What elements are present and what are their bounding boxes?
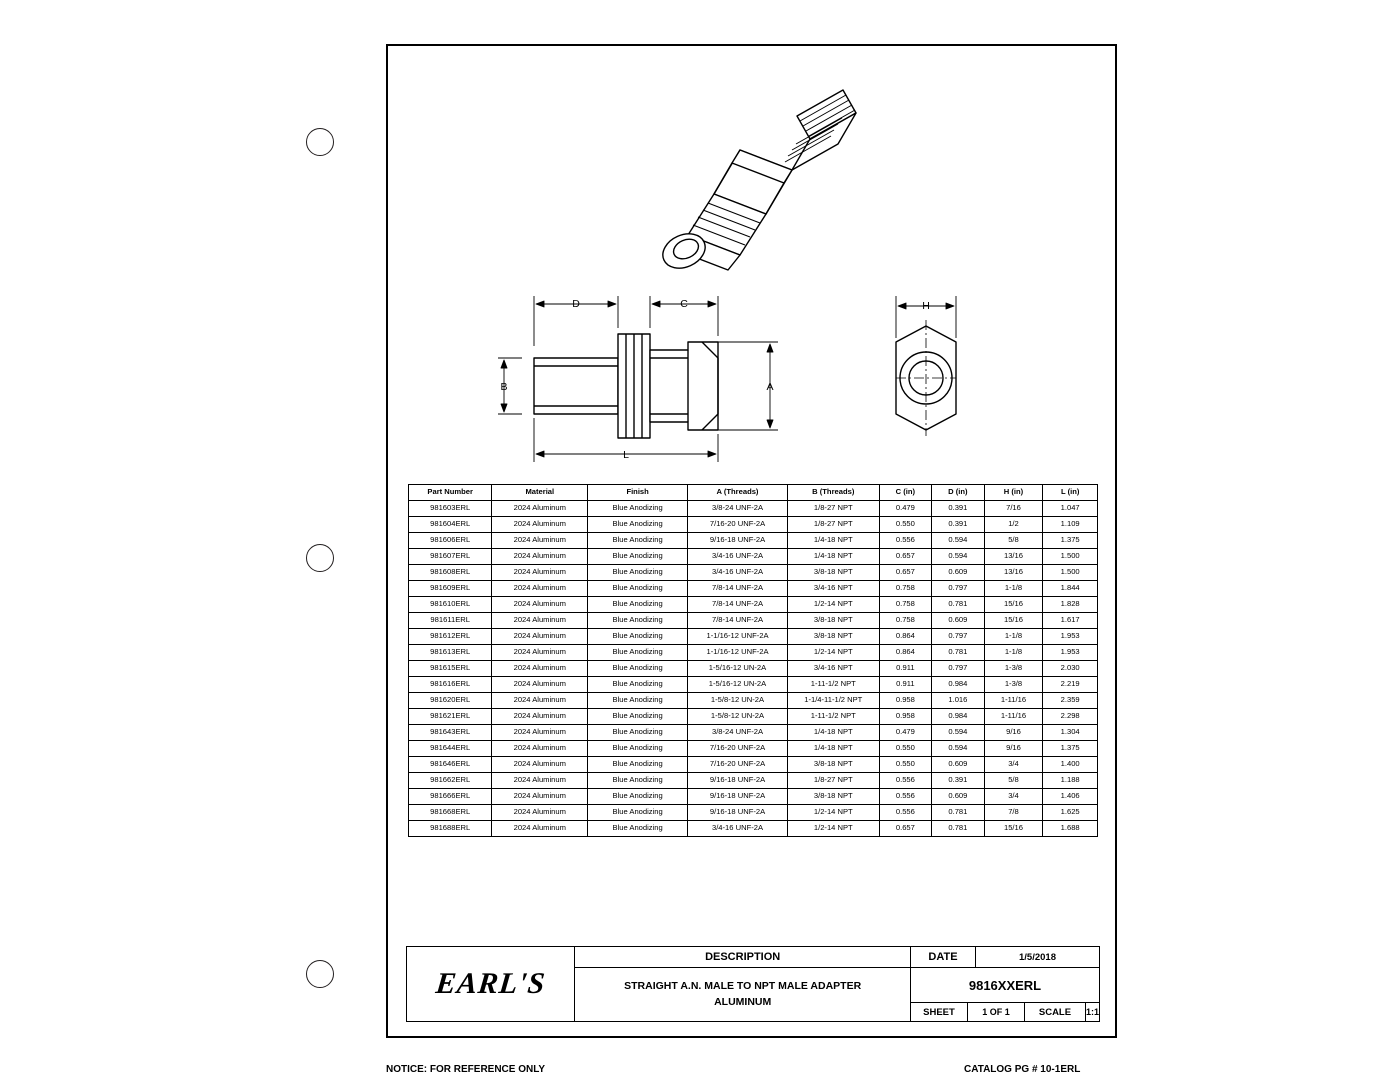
dimension-label-h: H: [922, 300, 930, 312]
cell-material: 2024 Aluminum: [492, 661, 588, 677]
cell-part-number: 981621ERL: [409, 709, 492, 725]
cell-material: 2024 Aluminum: [492, 645, 588, 661]
cell-part-number: 981643ERL: [409, 725, 492, 741]
cell-material: 2024 Aluminum: [492, 709, 588, 725]
cell-part-number: 981646ERL: [409, 757, 492, 773]
cell-b-threads: 3/8-18 NPT: [787, 757, 879, 773]
cell-part-number: 981608ERL: [409, 565, 492, 581]
cell-l-in: 2.219: [1043, 677, 1098, 693]
cell-a-threads: 7/8-14 UNF-2A: [688, 597, 788, 613]
cell-l-in: 1.828: [1043, 597, 1098, 613]
cell-material: 2024 Aluminum: [492, 773, 588, 789]
cell-h-in: 1/2: [984, 517, 1043, 533]
cell-material: 2024 Aluminum: [492, 549, 588, 565]
cell-a-threads: 9/16-18 UNF-2A: [688, 805, 788, 821]
description-line-2: ALUMINUM: [714, 995, 772, 1008]
cell-h-in: 7/16: [984, 501, 1043, 517]
cell-part-number: 981606ERL: [409, 533, 492, 549]
cell-part-number: 981611ERL: [409, 613, 492, 629]
cell-b-threads: 1-1/4-11-1/2 NPT: [787, 693, 879, 709]
cell-finish: Blue Anodizing: [588, 629, 688, 645]
cell-h-in: 1-1/8: [984, 581, 1043, 597]
cell-material: 2024 Aluminum: [492, 517, 588, 533]
end-view: [896, 320, 956, 436]
cell-finish: Blue Anodizing: [588, 757, 688, 773]
side-elevation-view: [534, 334, 718, 438]
cell-b-threads: 1/4-18 NPT: [787, 725, 879, 741]
scale-value: 1:1: [1085, 1007, 1099, 1017]
cell-a-threads: 3/4-16 UNF-2A: [688, 821, 788, 837]
cell-l-in: 1.188: [1043, 773, 1098, 789]
cell-b-threads: 1/8-27 NPT: [787, 773, 879, 789]
cell-c-in: 0.550: [879, 741, 932, 757]
cell-c-in: 0.657: [879, 549, 932, 565]
cell-a-threads: 7/8-14 UNF-2A: [688, 581, 788, 597]
cell-finish: Blue Anodizing: [588, 501, 688, 517]
cell-b-threads: 1/2-14 NPT: [787, 645, 879, 661]
table-row: [409, 789, 1098, 805]
cell-b-threads: 3/8-18 NPT: [787, 629, 879, 645]
dimension-label-d: D: [572, 298, 580, 310]
table-row: [409, 581, 1098, 597]
col-d-in: D (in): [932, 485, 985, 501]
table-row: [409, 821, 1098, 837]
cell-a-threads: 1-5/8-12 UN-2A: [688, 709, 788, 725]
cell-c-in: 0.479: [879, 725, 932, 741]
catalog-page-text: CATALOG PG # 10-1ERL: [964, 1064, 1081, 1075]
cell-finish: Blue Anodizing: [588, 741, 688, 757]
cell-d-in: 0.797: [932, 661, 985, 677]
cell-l-in: 1.625: [1043, 805, 1098, 821]
col-b-threads: B (Threads): [787, 485, 879, 501]
cell-h-in: 1-1/8: [984, 645, 1043, 661]
cell-h-in: 13/16: [984, 549, 1043, 565]
cell-d-in: 0.594: [932, 549, 985, 565]
cell-d-in: 0.797: [932, 581, 985, 597]
cell-finish: Blue Anodizing: [588, 661, 688, 677]
cell-d-in: 0.781: [932, 645, 985, 661]
cell-material: 2024 Aluminum: [492, 789, 588, 805]
cell-c-in: 0.556: [879, 773, 932, 789]
cell-a-threads: 3/4-16 UNF-2A: [688, 549, 788, 565]
cell-finish: Blue Anodizing: [588, 613, 688, 629]
cell-a-threads: 3/8-24 UNF-2A: [688, 501, 788, 517]
cell-material: 2024 Aluminum: [492, 805, 588, 821]
cell-l-in: 1.400: [1043, 757, 1098, 773]
dimension-label-a: A: [766, 381, 774, 393]
cell-b-threads: 3/4-16 NPT: [787, 581, 879, 597]
cell-material: 2024 Aluminum: [492, 725, 588, 741]
description-line-1: STRAIGHT A.N. MALE TO NPT MALE ADAPTER: [624, 979, 862, 992]
cell-a-threads: 7/16-20 UNF-2A: [688, 741, 788, 757]
cell-part-number: 981620ERL: [409, 693, 492, 709]
cell-l-in: 1.375: [1043, 533, 1098, 549]
cell-l-in: 1.500: [1043, 565, 1098, 581]
table-row: [409, 757, 1098, 773]
cell-h-in: 5/8: [984, 773, 1043, 789]
cell-material: 2024 Aluminum: [492, 693, 588, 709]
cell-b-threads: 1/8-27 NPT: [787, 517, 879, 533]
cell-material: 2024 Aluminum: [492, 821, 588, 837]
punch-hole-icon: [306, 128, 334, 156]
cell-finish: Blue Anodizing: [588, 709, 688, 725]
cell-finish: Blue Anodizing: [588, 677, 688, 693]
cell-a-threads: 7/8-14 UNF-2A: [688, 613, 788, 629]
cell-h-in: 1-11/16: [984, 709, 1043, 725]
cell-l-in: 1.375: [1043, 741, 1098, 757]
cell-a-threads: 9/16-18 UNF-2A: [688, 789, 788, 805]
cell-d-in: 0.594: [932, 533, 985, 549]
cell-material: 2024 Aluminum: [492, 741, 588, 757]
cell-c-in: 0.556: [879, 533, 932, 549]
notice-text: NOTICE: FOR REFERENCE ONLY: [386, 1064, 546, 1075]
cell-l-in: 1.047: [1043, 501, 1098, 517]
cell-finish: Blue Anodizing: [588, 581, 688, 597]
cell-h-in: 5/8: [984, 533, 1043, 549]
cell-l-in: 1.953: [1043, 645, 1098, 661]
cell-finish: Blue Anodizing: [588, 517, 688, 533]
cell-c-in: 0.556: [879, 805, 932, 821]
cell-a-threads: 1-5/16-12 UN-2A: [688, 661, 788, 677]
table-row: [409, 501, 1098, 517]
col-l-in: L (in): [1043, 485, 1098, 501]
cell-b-threads: 1-11-1/2 NPT: [787, 709, 879, 725]
cell-finish: Blue Anodizing: [588, 597, 688, 613]
cell-l-in: 1.304: [1043, 725, 1098, 741]
cell-c-in: 0.758: [879, 597, 932, 613]
logo-text: EARL'S: [434, 967, 548, 1000]
cell-l-in: 2.030: [1043, 661, 1098, 677]
cell-d-in: 1.016: [932, 693, 985, 709]
col-c-in: C (in): [879, 485, 932, 501]
col-material: Material: [492, 485, 588, 501]
cell-finish: Blue Anodizing: [588, 821, 688, 837]
dimension-label-c: C: [680, 298, 688, 310]
cell-c-in: 0.758: [879, 613, 932, 629]
cell-a-threads: 7/16-20 UNF-2A: [688, 757, 788, 773]
cell-l-in: 1.406: [1043, 789, 1098, 805]
cell-l-in: 1.500: [1043, 549, 1098, 565]
cell-a-threads: 9/16-18 UNF-2A: [688, 533, 788, 549]
cell-h-in: 15/16: [984, 613, 1043, 629]
cell-d-in: 0.781: [932, 597, 985, 613]
cell-part-number: 981668ERL: [409, 805, 492, 821]
cell-finish: Blue Anodizing: [588, 805, 688, 821]
cell-l-in: 1.953: [1043, 629, 1098, 645]
cell-b-threads: 1-11-1/2 NPT: [787, 677, 879, 693]
cell-h-in: 3/4: [984, 789, 1043, 805]
cell-b-threads: 1/4-18 NPT: [787, 533, 879, 549]
cell-part-number: 981616ERL: [409, 677, 492, 693]
cell-h-in: 9/16: [984, 725, 1043, 741]
cell-part-number: 981644ERL: [409, 741, 492, 757]
table-row: [409, 805, 1098, 821]
cell-part-number: 981662ERL: [409, 773, 492, 789]
cell-c-in: 0.550: [879, 757, 932, 773]
cell-c-in: 0.556: [879, 789, 932, 805]
table-row: [409, 517, 1098, 533]
cell-b-threads: 1/4-18 NPT: [787, 741, 879, 757]
cell-d-in: 0.609: [932, 613, 985, 629]
cell-h-in: 1-3/8: [984, 677, 1043, 693]
cell-h-in: 1-3/8: [984, 661, 1043, 677]
cell-l-in: 1.688: [1043, 821, 1098, 837]
table-row: [409, 645, 1098, 661]
cell-d-in: 0.609: [932, 565, 985, 581]
cell-a-threads: 1-1/16-12 UNF-2A: [688, 645, 788, 661]
cell-finish: Blue Anodizing: [588, 533, 688, 549]
cell-b-threads: 1/2-14 NPT: [787, 597, 879, 613]
cell-b-threads: 3/4-16 NPT: [787, 661, 879, 677]
cell-h-in: 9/16: [984, 741, 1043, 757]
cell-b-threads: 3/8-18 NPT: [787, 613, 879, 629]
cell-b-threads: 1/2-14 NPT: [787, 805, 879, 821]
drawing-sheet: [386, 44, 1117, 1038]
cell-part-number: 981603ERL: [409, 501, 492, 517]
cell-d-in: 0.609: [932, 757, 985, 773]
cell-l-in: 2.298: [1043, 709, 1098, 725]
cell-part-number: 981615ERL: [409, 661, 492, 677]
cell-material: 2024 Aluminum: [492, 757, 588, 773]
table-header-row: [409, 485, 1098, 501]
cell-h-in: 1-11/16: [984, 693, 1043, 709]
table-row: [409, 549, 1098, 565]
cell-c-in: 0.758: [879, 581, 932, 597]
cell-a-threads: 9/16-18 UNF-2A: [688, 773, 788, 789]
cell-d-in: 0.609: [932, 789, 985, 805]
cell-a-threads: 7/16-20 UNF-2A: [688, 517, 788, 533]
brand-logo: [407, 947, 575, 1021]
cell-part-number: 981607ERL: [409, 549, 492, 565]
table-row: [409, 773, 1098, 789]
cell-h-in: 1-1/8: [984, 629, 1043, 645]
description-label: DESCRIPTION: [575, 947, 910, 968]
cell-a-threads: 1-5/16-12 UN-2A: [688, 677, 788, 693]
cell-b-threads: 3/8-18 NPT: [787, 565, 879, 581]
cell-a-threads: 1-1/16-12 UNF-2A: [688, 629, 788, 645]
scale-label: SCALE: [1025, 1003, 1086, 1021]
cell-a-threads: 3/8-24 UNF-2A: [688, 725, 788, 741]
cell-finish: Blue Anodizing: [588, 693, 688, 709]
title-block-right: [911, 947, 1099, 1021]
dimension-label-b: B: [500, 381, 508, 393]
col-h-in: H (in): [984, 485, 1043, 501]
cell-d-in: 0.797: [932, 629, 985, 645]
dimension-label-l: L: [623, 449, 629, 461]
cell-b-threads: 1/8-27 NPT: [787, 501, 879, 517]
cell-c-in: 0.958: [879, 693, 932, 709]
cell-c-in: 0.550: [879, 517, 932, 533]
cell-d-in: 0.594: [932, 741, 985, 757]
cell-material: 2024 Aluminum: [492, 629, 588, 645]
table-row: [409, 597, 1098, 613]
part-family-number: 9816XXERL: [911, 968, 1099, 1003]
cell-d-in: 0.781: [932, 805, 985, 821]
cell-material: 2024 Aluminum: [492, 533, 588, 549]
description-cell: [575, 947, 911, 1021]
cell-c-in: 0.911: [879, 661, 932, 677]
cell-c-in: 0.479: [879, 501, 932, 517]
table-row: [409, 533, 1098, 549]
cell-l-in: 1.617: [1043, 613, 1098, 629]
cell-part-number: 981604ERL: [409, 517, 492, 533]
cell-part-number: 981609ERL: [409, 581, 492, 597]
cell-part-number: 981666ERL: [409, 789, 492, 805]
sheet-value: 1 OF 1: [968, 1003, 1025, 1021]
sheet-label: SHEET: [911, 1003, 968, 1021]
cell-h-in: 7/8: [984, 805, 1043, 821]
cell-d-in: 0.984: [932, 709, 985, 725]
col-a-threads: A (Threads): [688, 485, 788, 501]
cell-finish: Blue Anodizing: [588, 773, 688, 789]
cell-d-in: 0.391: [932, 517, 985, 533]
cell-c-in: 0.911: [879, 677, 932, 693]
cell-material: 2024 Aluminum: [492, 613, 588, 629]
cell-finish: Blue Anodizing: [588, 549, 688, 565]
cell-a-threads: 1-5/8-12 UN-2A: [688, 693, 788, 709]
table-row: [409, 661, 1098, 677]
table-row: [409, 677, 1098, 693]
cell-b-threads: 1/4-18 NPT: [787, 549, 879, 565]
dimension-lines: [498, 296, 956, 462]
punch-hole-icon: [306, 544, 334, 572]
cell-d-in: 0.984: [932, 677, 985, 693]
cell-d-in: 0.391: [932, 501, 985, 517]
cell-c-in: 0.657: [879, 821, 932, 837]
cell-l-in: 1.844: [1043, 581, 1098, 597]
cell-material: 2024 Aluminum: [492, 501, 588, 517]
table-row: [409, 709, 1098, 725]
col-finish: Finish: [588, 485, 688, 501]
cell-finish: Blue Anodizing: [588, 725, 688, 741]
cell-material: 2024 Aluminum: [492, 565, 588, 581]
date-value: 1/5/2018: [1019, 951, 1056, 963]
punch-hole-icon: [306, 960, 334, 988]
cell-l-in: 2.359: [1043, 693, 1098, 709]
table-row: [409, 613, 1098, 629]
cell-h-in: 15/16: [984, 597, 1043, 613]
col-part-number: Part Number: [409, 485, 492, 501]
table-row: [409, 741, 1098, 757]
cell-d-in: 0.781: [932, 821, 985, 837]
table-row: [409, 693, 1098, 709]
isometric-view: [657, 90, 856, 275]
cell-c-in: 0.864: [879, 645, 932, 661]
cell-material: 2024 Aluminum: [492, 677, 588, 693]
date-label: DATE: [911, 947, 976, 967]
cell-h-in: 3/4: [984, 757, 1043, 773]
cell-part-number: 981688ERL: [409, 821, 492, 837]
cell-part-number: 981610ERL: [409, 597, 492, 613]
cell-b-threads: 1/2-14 NPT: [787, 821, 879, 837]
cell-l-in: 1.109: [1043, 517, 1098, 533]
cell-c-in: 0.657: [879, 565, 932, 581]
cell-finish: Blue Anodizing: [588, 565, 688, 581]
cell-part-number: 981613ERL: [409, 645, 492, 661]
specification-table: [408, 484, 1098, 837]
table-row: [409, 629, 1098, 645]
cell-h-in: 15/16: [984, 821, 1043, 837]
cell-finish: Blue Anodizing: [588, 645, 688, 661]
technical-drawing: [388, 46, 1115, 476]
cell-c-in: 0.958: [879, 709, 932, 725]
cell-a-threads: 3/4-16 UNF-2A: [688, 565, 788, 581]
cell-c-in: 0.864: [879, 629, 932, 645]
cell-part-number: 981612ERL: [409, 629, 492, 645]
table-row: [409, 725, 1098, 741]
cell-material: 2024 Aluminum: [492, 581, 588, 597]
title-block: [406, 946, 1100, 1022]
cell-d-in: 0.594: [932, 725, 985, 741]
cell-b-threads: 3/8-18 NPT: [787, 789, 879, 805]
cell-h-in: 13/16: [984, 565, 1043, 581]
cell-finish: Blue Anodizing: [588, 789, 688, 805]
cell-material: 2024 Aluminum: [492, 597, 588, 613]
cell-d-in: 0.391: [932, 773, 985, 789]
table-row: [409, 565, 1098, 581]
